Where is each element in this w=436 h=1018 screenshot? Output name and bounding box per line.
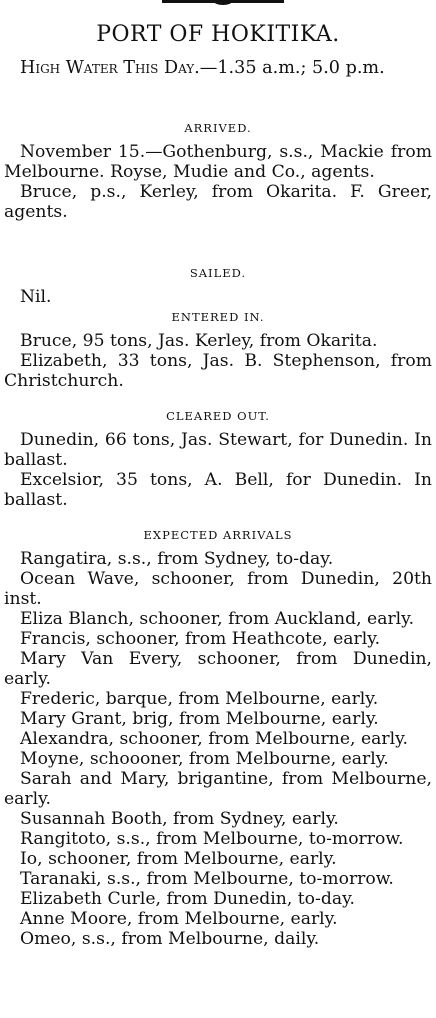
page-title: PORT OF HOKITIKA.: [96, 22, 340, 47]
entry: Omeo, s.s., from Melbourne, daily.: [20, 929, 320, 949]
entry: Excelsior, 35 tons, A. Bell, for Dunedin. In ballast.: [4, 470, 432, 510]
section-heading: CLEARED OUT.: [166, 409, 270, 423]
high-water-times: —1.35 a.m.; 5.0 p.m.: [199, 58, 385, 78]
high-water-block: [4, 58, 432, 78]
entry: Eliza Blanch, schooner, from Auckland, early.: [20, 609, 415, 629]
section-arrived: [4, 120, 432, 222]
section-entered-in: [4, 309, 432, 391]
section-heading: ENTERED IN.: [171, 310, 265, 324]
entry: Ocean Wave, schooner, from Dunedin, 20th inst.: [4, 569, 432, 609]
entry: Mary Grant, brig, from Melbourne, early.: [20, 709, 379, 729]
entry: November 15.—Gothenburg, s.s., Mackie from Melbourne. Royse, Mudie and Co., agents.: [4, 142, 432, 182]
entry: Nil.: [20, 287, 52, 307]
entry: Sarah and Mary, brigantine, from Melbourne, early.: [4, 769, 432, 809]
section-heading: EXPECTED ARRIVALS: [143, 528, 293, 542]
entry: Io, schooner, from Melbourne, early.: [20, 849, 337, 869]
section-heading: ARRIVED.: [184, 121, 252, 135]
entry: Taranaki, s.s., from Melbourne, to-morrow.: [20, 869, 394, 889]
entry: Rangitoto, s.s., from Melbourne, to-morrow.: [20, 829, 404, 849]
entry: Susannah Booth, from Sydney, early.: [20, 809, 339, 829]
high-water-line: [4, 58, 432, 78]
high-water-label: High Water This Day.: [20, 58, 200, 78]
entry: Bruce, 95 tons, Jas. Kerley, from Okarita.: [20, 331, 378, 351]
entry: Elizabeth, 33 tons, Jas. B. Stephenson, from Christchurch.: [4, 351, 432, 391]
entry: Elizabeth Curle, from Dunedin, to-day.: [20, 889, 355, 909]
section-sailed: [4, 265, 432, 307]
decorative-rule: [162, 0, 284, 3]
entry: Francis, schooner, from Heathcote, early.: [20, 629, 381, 649]
entry: Frederic, barque, from Melbourne, early.: [20, 689, 379, 709]
entry: Mary Van Every, schooner, from Dunedin, early.: [4, 649, 432, 689]
entry: Dunedin, 66 tons, Jas. Stewart, for Dunedin. In ballast.: [4, 430, 432, 470]
entry: Anne Moore, from Melbourne, early.: [20, 909, 338, 929]
entry: Alexandra, schooner, from Melbourne, early.: [20, 729, 408, 749]
section-cleared-out: [4, 408, 432, 510]
entry: Bruce, p.s., Kerley, from Okarita. F. Greer, agents.: [4, 182, 432, 222]
section-heading: SAILED.: [189, 266, 247, 280]
section-expected-arrivals: [4, 527, 432, 949]
entry: Moyne, schoooner, from Melbourne, early.: [20, 749, 389, 769]
entry: Rangatira, s.s., from Sydney, to-day.: [20, 549, 334, 569]
